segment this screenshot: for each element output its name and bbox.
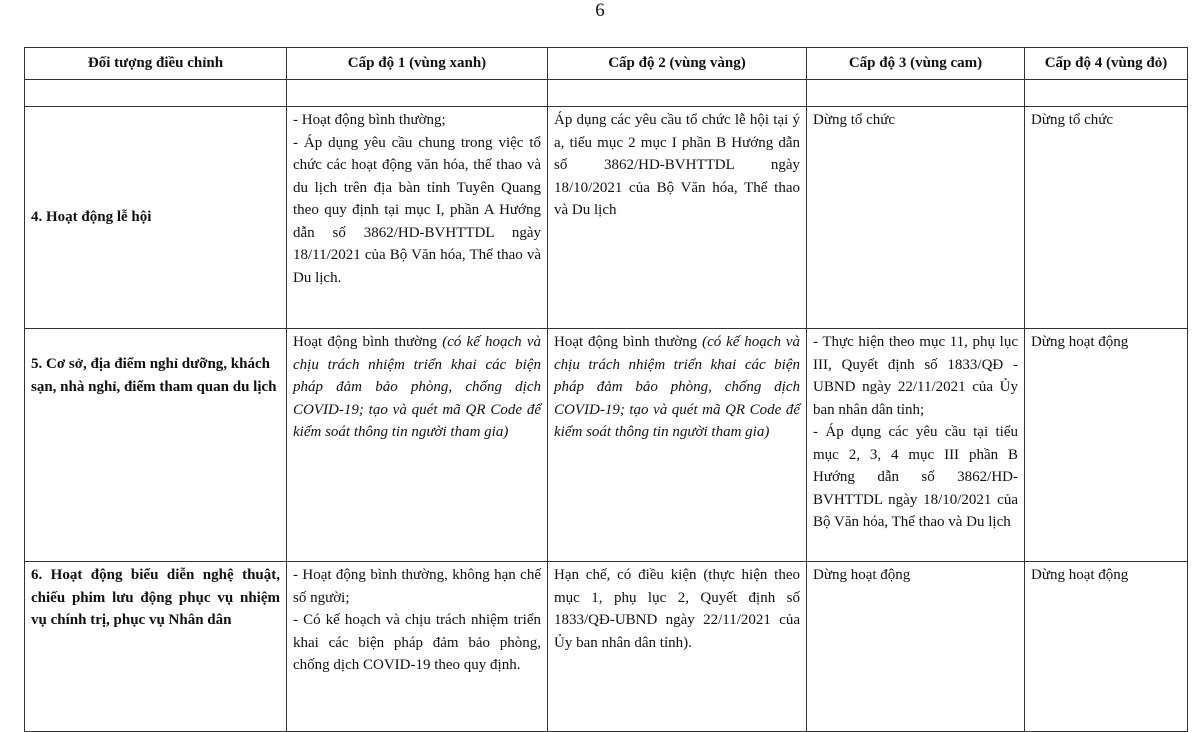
cell-paragraph: - Hoạt động bình thường, không hạn chế số người; xyxy=(293,567,541,606)
header-level-4: Cấp độ 4 (vùng đỏ) xyxy=(1025,48,1188,80)
cell-paragraph: Dừng hoạt động xyxy=(1031,567,1129,583)
table-row-tourism xyxy=(25,329,1188,562)
cell-paragraph: Dừng hoạt động xyxy=(813,567,911,583)
header-level-3: Cấp độ 3 (vùng cam) xyxy=(807,48,1025,80)
page-number: 6 xyxy=(595,0,605,21)
cell-paragraph: - Áp dụng các yêu cầu tại tiểu mục 2, 3, 4 mục III phần B Hướng dẫn số 3862/HD-BVHTTDL ngày 18/10/2021 của Bộ Văn hóa, Thể thao và Du lịch xyxy=(813,424,1018,530)
header-level-2: Cấp độ 2 (vùng vàng) xyxy=(548,48,807,80)
row-level-3 xyxy=(807,329,1025,562)
row-level-3 xyxy=(807,107,1025,329)
cell-paragraph: Dừng tổ chức xyxy=(813,112,896,128)
table-row-performance xyxy=(25,562,1188,732)
table-row-festival xyxy=(25,107,1188,329)
cell-italic-text: (có kế hoạch và chịu trách nhiệm triển khai các biện pháp đảm bảo phòng, chống dịch COVID-19; tạo và quét mã QR Code để kiểm soát thông tin người tham gia) xyxy=(554,334,800,440)
cell-paragraph: - Áp dụng yêu cầu chung trong việc tổ chức các hoạt động văn hóa, thể thao và du lịch trên địa bàn tỉnh Tuyên Quang theo quy định tại mục I, phần A Hướng dẫn số 3862/HD-BVHTTDL ngày 18/11/2021 của Bộ Văn hóa, Thể thao và Du lịch. xyxy=(293,134,541,286)
table-cell xyxy=(287,80,548,107)
row-level-1 xyxy=(287,562,548,732)
row-level-4 xyxy=(1025,107,1188,329)
row-subject xyxy=(25,329,287,562)
cell-paragraph: Hạn chế, có điều kiện (thực hiện theo mục 1, phụ lục 2, Quyết định số 1833/QĐ-UBND ngày 22/11/2021 của Ủy ban nhân dân tỉnh). xyxy=(554,567,800,651)
cell-paragraph: - Có kế hoạch và chịu trách nhiệm triển khai các biện pháp đảm bảo phòng, chống dịch COVID-19 theo quy định. xyxy=(293,612,541,673)
row-subject-text: 5. Cơ sở, địa điểm nghỉ dưỡng, khách sạn, nhà nghỉ, điểm tham quan du lịch xyxy=(31,356,277,395)
regulation-table xyxy=(24,47,1188,732)
table-cell xyxy=(1025,80,1188,107)
row-level-4 xyxy=(1025,562,1188,732)
cell-paragraph: Dừng hoạt động xyxy=(1031,334,1129,350)
header-subject: Đối tượng điều chỉnh xyxy=(25,48,287,80)
table-cell xyxy=(548,80,807,107)
cell-paragraph: Áp dụng các yêu cầu tổ chức lễ hội tại ý a, tiểu mục 2 mục I phần B Hướng dẫn số 3862/HD-BVHTTDL ngày 18/10/2021 của Bộ Văn hóa, Thể thao và Du lịch xyxy=(554,112,800,218)
row-level-2 xyxy=(548,562,807,732)
cell-text: Hoạt động bình thường xyxy=(293,334,443,350)
cell-text: Hoạt động bình thường xyxy=(554,334,703,350)
table-cell xyxy=(807,80,1025,107)
cell-paragraph: Dừng tổ chức xyxy=(1031,112,1114,128)
row-subject: 4. Hoạt động lễ hội xyxy=(25,107,287,329)
cell-paragraph: - Thực hiện theo mục 11, phụ lục III, Quyết định số 1833/QĐ - UBND ngày 22/11/2021 của Ủy ban nhân dân tỉnh; xyxy=(813,334,1018,418)
row-level-1 xyxy=(287,107,548,329)
row-subject: 6. Hoạt động biểu diễn nghệ thuật, chiếu phim lưu động phục vụ nhiệm vụ chính trị, phục vụ Nhân dân xyxy=(25,562,287,732)
cell-paragraph: - Hoạt động bình thường; xyxy=(293,112,446,128)
table-header-row xyxy=(25,48,1188,80)
row-level-2 xyxy=(548,107,807,329)
row-level-3 xyxy=(807,562,1025,732)
row-level-2 xyxy=(548,329,807,562)
table-cell xyxy=(25,80,287,107)
row-level-4 xyxy=(1025,329,1188,562)
table-row-empty xyxy=(25,80,1188,107)
cell-italic-text: (có kế hoạch và chịu trách nhiệm triển khai các biện pháp đảm bảo phòng, chống dịch COVID-19; tạo và quét mã QR Code để kiểm soát thông tin người tham gia) xyxy=(293,334,541,440)
row-level-1 xyxy=(287,329,548,562)
header-level-1: Cấp độ 1 (vùng xanh) xyxy=(287,48,548,80)
